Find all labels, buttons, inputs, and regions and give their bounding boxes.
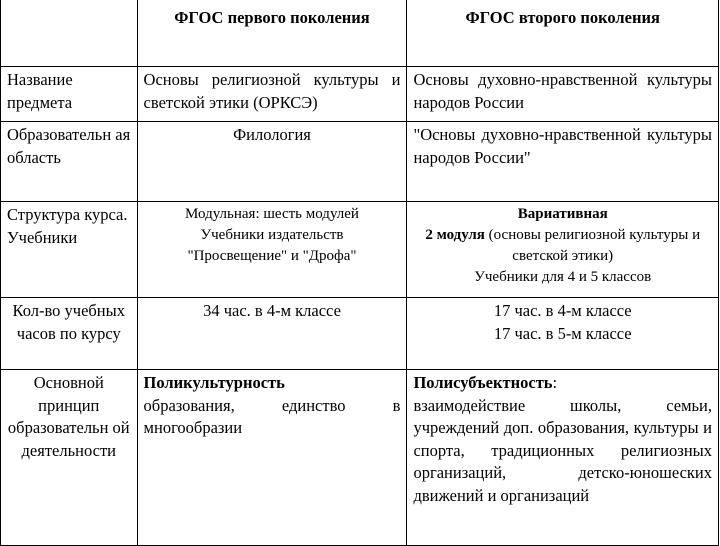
- first-gen-cell: [137, 370, 407, 546]
- structure-publishers: Учебники издательств: [200, 227, 344, 243]
- structure-publisher-names: "Просвещение" и "Дрофа": [187, 248, 357, 264]
- second-gen-cell: [407, 202, 719, 298]
- row-principle: [1, 370, 719, 546]
- row-hours: [1, 298, 719, 370]
- structure-modules: Модульная: шесть модулей: [185, 206, 359, 222]
- row-course-structure: [1, 202, 719, 298]
- principle-title: Полисубъектность:: [413, 373, 558, 392]
- principle-title: Поликультурность: [143, 373, 285, 392]
- principle-text: образования, единство в многообразии: [143, 395, 401, 437]
- row-educational-area: [1, 122, 719, 202]
- row-label: Образовательн ая область: [1, 122, 138, 202]
- hours-grade-4: 17 час. в 4-м классе: [493, 301, 632, 320]
- row-subject-name: [1, 67, 719, 122]
- row-label: Структура курса. Учебники: [1, 202, 138, 298]
- first-gen-cell: Филология: [137, 122, 407, 202]
- structure-variant-title: Вариативная: [517, 206, 608, 222]
- first-gen-cell: [137, 202, 407, 298]
- structure-textbooks: Учебники для 4 и 5 классов: [474, 269, 652, 285]
- second-gen-cell: [407, 370, 719, 546]
- second-gen-cell: [407, 298, 719, 370]
- first-gen-cell: 34 час. в 4-м классе: [137, 298, 407, 370]
- row-label: Основной принцип образовательн ой деятельности: [1, 370, 138, 546]
- first-gen-cell: Основы религиозной культуры и светской этики (ОРКСЭ): [137, 67, 407, 122]
- row-label: Кол-во учебных часов по курсу: [1, 298, 138, 370]
- header-second-generation: ФГОС второго поколения: [407, 0, 719, 67]
- second-gen-cell: Основы духовно-нравственной культуры народов России: [407, 67, 719, 122]
- second-gen-cell: "Основы духовно-нравственной культуры народов России": [407, 122, 719, 202]
- header-first-generation: ФГОС первого поколения: [137, 0, 407, 67]
- hours-grade-5: 17 час. в 5-м классе: [493, 323, 632, 343]
- row-label: Название предмета: [1, 67, 138, 122]
- principle-text: взаимодействие школы, семьи, учреждений доп. образования, культуры и спорта, традиционных религиозных организаций, детско-юношеских движений и организаций: [413, 395, 712, 505]
- structure-modules-desc: 2 модуля (основы религиозной культуры и светской этики): [425, 227, 701, 264]
- table-header-row: [1, 0, 719, 67]
- header-empty-cell: [1, 0, 138, 67]
